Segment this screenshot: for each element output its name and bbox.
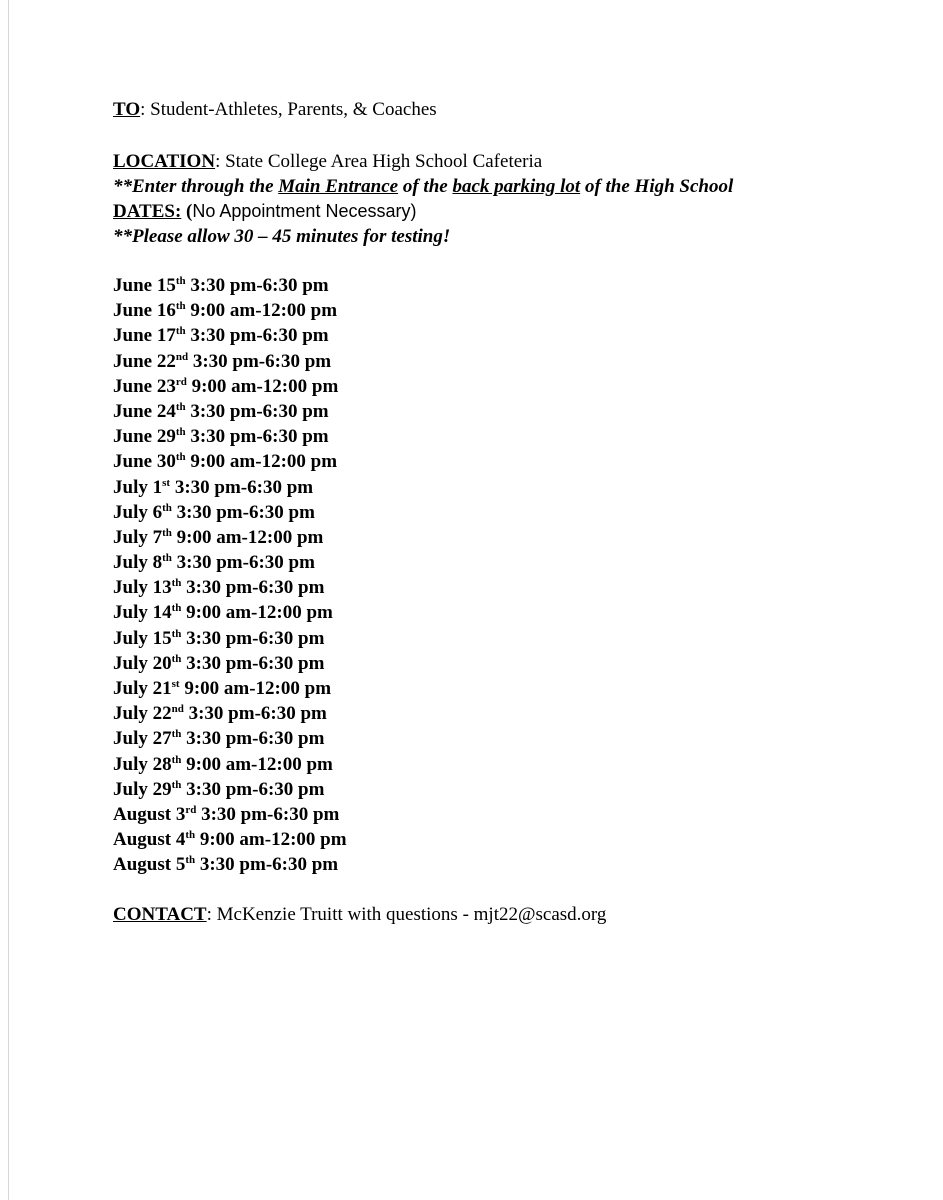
- schedule-date-suffix: st: [171, 678, 180, 690]
- schedule-row: [113, 349, 913, 374]
- schedule-row: [113, 500, 913, 525]
- schedule-row: [113, 449, 913, 474]
- schedule-row: [113, 852, 913, 877]
- contact-label: CONTACT: [113, 903, 207, 925]
- schedule-date: July 13: [113, 577, 172, 599]
- schedule-date: June 24: [113, 400, 176, 422]
- to-line: [113, 97, 913, 122]
- schedule-date-suffix: th: [175, 325, 186, 338]
- schedule-date-suffix: th: [175, 300, 186, 313]
- main-entrance-text: Main Entrance: [278, 176, 399, 197]
- schedule-row: [113, 626, 913, 651]
- schedule-date-suffix: th: [162, 526, 172, 539]
- schedule-time: 9:00 am-12:00 pm: [185, 451, 338, 473]
- schedule-date: July 28: [113, 753, 172, 775]
- schedule-date-suffix: th: [185, 854, 196, 867]
- schedule-date-suffix: th: [175, 451, 186, 464]
- schedule-date-suffix: th: [171, 753, 182, 766]
- schedule-time: 3:30 pm-6:30 pm: [185, 426, 329, 448]
- schedule-row: [113, 374, 913, 399]
- schedule-time: 3:30 pm-6:30 pm: [171, 552, 315, 574]
- schedule-list: [113, 273, 913, 878]
- location-line: [113, 149, 913, 174]
- schedule-date-suffix: th: [171, 627, 182, 640]
- schedule-row: [113, 777, 913, 802]
- schedule-date: July 20: [113, 652, 172, 674]
- schedule-date: July 27: [113, 728, 172, 750]
- contact-line: [113, 902, 913, 927]
- contact-text: : McKenzie Truitt with questions - mjt22@scasd.org: [206, 903, 607, 925]
- entrance-note: [113, 174, 913, 199]
- entrance-note-mid: of the: [398, 176, 453, 197]
- schedule-row: [113, 550, 913, 575]
- schedule-date-suffix: th: [185, 829, 196, 842]
- schedule-date-suffix: th: [175, 275, 186, 287]
- schedule-row: [113, 701, 913, 726]
- schedule-time: 3:30 pm-6:30 pm: [185, 400, 329, 422]
- schedule-date: July 7: [113, 526, 163, 548]
- schedule-date-suffix: th: [175, 426, 186, 439]
- schedule-row: [113, 651, 913, 676]
- schedule-row: [113, 525, 913, 550]
- schedule-time: 9:00 am-12:00 pm: [181, 753, 333, 775]
- schedule-time: 9:00 am-12:00 pm: [171, 526, 324, 548]
- schedule-date-suffix: nd: [175, 350, 189, 363]
- schedule-time: 3:30 pm-6:30 pm: [181, 728, 325, 750]
- schedule-time: 3:30 pm-6:30 pm: [195, 854, 339, 876]
- schedule-date: June 30: [113, 451, 176, 473]
- schedule-time: 3:30 pm-6:30 pm: [181, 577, 325, 599]
- location-text: : State College Area High School Cafeteria: [215, 151, 543, 172]
- schedule-date-suffix: th: [162, 552, 172, 565]
- schedule-row: [113, 424, 913, 449]
- schedule-time: 3:30 pm-6:30 pm: [196, 803, 340, 825]
- schedule-date: July 21: [113, 678, 172, 699]
- schedule-row: [113, 600, 913, 625]
- schedule-date: June 17: [113, 325, 176, 347]
- schedule-date: July 29: [113, 778, 172, 800]
- schedule-date: July 15: [113, 627, 172, 649]
- schedule-date-suffix: th: [171, 602, 182, 615]
- to-label: TO: [113, 99, 141, 120]
- dates-paren: (: [181, 201, 193, 222]
- back-parking-lot-text: back parking lot: [452, 176, 581, 197]
- schedule-time: 3:30 pm-6:30 pm: [181, 778, 325, 800]
- entrance-note-prefix: **Enter through the: [113, 176, 279, 197]
- schedule-date: June 16: [113, 300, 176, 322]
- to-text: : Student-Athletes, Parents, & Coaches: [140, 99, 437, 120]
- schedule-time: 9:00 am-12:00 pm: [185, 300, 338, 322]
- schedule-row: [113, 676, 913, 701]
- schedule-date-suffix: st: [162, 476, 171, 489]
- schedule-date-suffix: rd: [185, 803, 197, 816]
- schedule-time: 3:30 pm-6:30 pm: [188, 350, 332, 372]
- schedule-row: [113, 475, 913, 500]
- schedule-time: 3:30 pm-6:30 pm: [181, 652, 325, 674]
- schedule-date: August 4: [113, 829, 186, 851]
- schedule-row: [113, 298, 913, 323]
- schedule-date-suffix: th: [171, 778, 182, 791]
- schedule-date-suffix: nd: [171, 703, 184, 716]
- schedule-time: 9:00 am-12:00 pm: [179, 678, 332, 699]
- schedule-date-suffix: th: [171, 652, 182, 665]
- schedule-date: August 3: [113, 803, 186, 825]
- schedule-date: July 1: [113, 476, 163, 498]
- schedule-row: [113, 827, 913, 852]
- schedule-time: 3:30 pm-6:30 pm: [185, 275, 329, 296]
- schedule-date: July 14: [113, 602, 172, 624]
- schedule-date: June 23: [113, 375, 176, 397]
- schedule-date: June 22: [113, 350, 176, 372]
- schedule-time: 9:00 am-12:00 pm: [181, 602, 333, 624]
- schedule-time: 3:30 pm-6:30 pm: [183, 703, 327, 725]
- location-label: LOCATION: [113, 151, 216, 172]
- dates-text: No Appointment Necessary): [192, 201, 417, 221]
- schedule-date-suffix: th: [175, 400, 186, 413]
- schedule-date-suffix: rd: [175, 375, 187, 388]
- entrance-note-suffix: of the High School: [580, 176, 734, 197]
- schedule-time: 3:30 pm-6:30 pm: [170, 476, 314, 498]
- schedule-date-suffix: th: [171, 728, 182, 741]
- schedule-row: [113, 752, 913, 777]
- schedule-date: July 22: [113, 703, 172, 725]
- schedule-row: [113, 575, 913, 600]
- page-edge: [8, 0, 9, 1200]
- schedule-row: [113, 399, 913, 424]
- dates-label: DATES:: [113, 201, 182, 222]
- schedule-date: July 6: [113, 501, 163, 523]
- schedule-time: 3:30 pm-6:30 pm: [185, 325, 329, 347]
- schedule-date: June 29: [113, 426, 176, 448]
- testing-time-note: **Please allow 30 – 45 minutes for testing!: [113, 226, 451, 247]
- schedule-date: August 5: [113, 854, 186, 876]
- schedule-row: [113, 323, 913, 348]
- schedule-date: June 15: [113, 275, 176, 296]
- schedule-row: [113, 802, 913, 827]
- schedule-time: 9:00 am-12:00 pm: [186, 375, 339, 397]
- schedule-time: 3:30 pm-6:30 pm: [171, 501, 315, 523]
- dates-line: [113, 199, 913, 224]
- schedule-time: 3:30 pm-6:30 pm: [181, 627, 325, 649]
- schedule-date-suffix: th: [171, 577, 182, 590]
- schedule-row: [113, 273, 913, 298]
- schedule-date: July 8: [113, 552, 163, 574]
- schedule-date-suffix: th: [162, 501, 172, 514]
- document-body: [113, 97, 913, 927]
- schedule-row: [113, 726, 913, 751]
- schedule-time: 9:00 am-12:00 pm: [195, 829, 347, 851]
